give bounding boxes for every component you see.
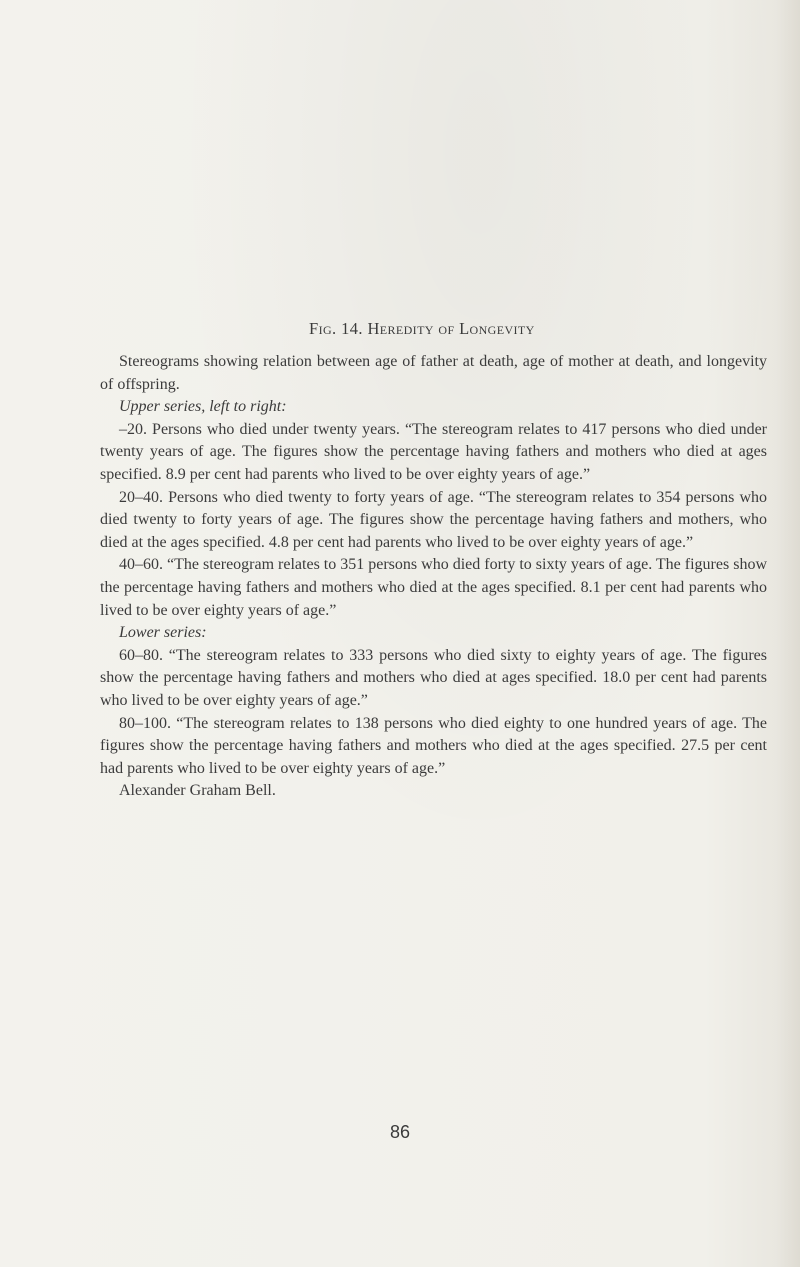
page-number: 86 bbox=[389, 1122, 411, 1142]
attribution: Alexander Graham Bell. bbox=[119, 782, 276, 800]
upper-series-heading: Upper series, left to right: bbox=[119, 398, 287, 416]
caption-intro: Stereograms showing relation between age of father at death, age of mother at death, and longevity of offspring. bbox=[100, 353, 767, 393]
caption-entry-80-100: 80–100. “The stereogram relates to 138 persons who died eighty to one hundred years of age. The figures show the percentage having fathers and mothers who died at the ages specified. 27.5 per cent had parents who lived to be over eighty years of age.” bbox=[100, 714, 767, 777]
caption-entry-20-40: 20–40. Persons who died twenty to forty years of age. “The stereogram relates to 354 persons who died twenty to forty years of age. The figures show the percentage having fathers and mothers, who died at the ages specified. 4.8 per cent had parents who lived to be over eighty years of age.” bbox=[100, 488, 767, 551]
caption-entry-under-20: –20. Persons who died under twenty years. “The stereogram relates to 417 persons who died under twenty years of age. The figures show the percentage having fathers and mothers who died at ages specified. 8.9 per cent had parents who lived to be over eighty years of age.” bbox=[100, 420, 767, 483]
page-content bbox=[100, 318, 767, 803]
lower-series-heading: Lower series: bbox=[119, 624, 207, 642]
figure-title: Fig. 14. Heredity of Longevity bbox=[309, 319, 535, 338]
caption-entry-40-60: 40–60. “The stereogram relates to 351 persons who died forty to sixty years of age. The figures show the percentage having fathers and mothers who died at the ages specified. 8.1 per cent had parents who lived to be over eighty years of age.” bbox=[100, 556, 767, 619]
caption-entry-60-80: 60–80. “The stereogram relates to 333 persons who died sixty to eighty years of age. The figures show the percentage having fathers and mothers who died at ages specified. 18.0 per cent had parents who lived to be over eighty years of age.” bbox=[100, 646, 767, 709]
